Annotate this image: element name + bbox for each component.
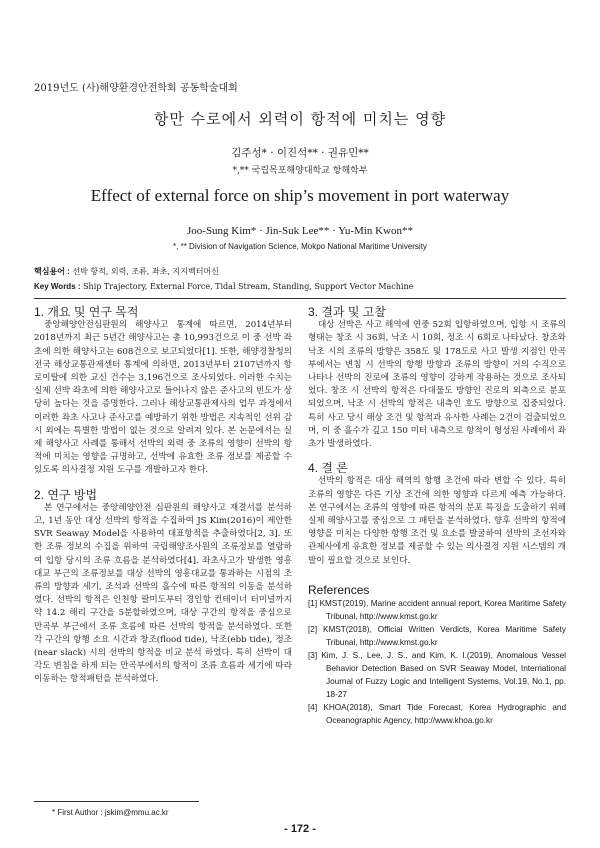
english-title: Effect of external force on ship’s movement in port waterway: [90, 186, 510, 205]
conclusion-body: 선박의 항적은 대상 해역의 항행 조건에 따라 변할 수 있다. 특히 조류의 영향은 다른 기상 조건에 의한 영향과 다르게 예측 가능하다. 본 연구에서는 조류의 영향에 따른 항적의 분포 특징을 도출하기 위해 실제 해양사고를 중심으로 그 패턴을 분석하였다. 향후 선박의 항적에 영향을 미치는 다양한 항행 조건 및 요소를 발굴하여 선박의 조선자와 관제사에게 유효한 정보를 제공할 수 있는 의사결정 지원 시스템의 개발이 필요할 것으로 보인다.: [308, 476, 566, 566]
results-heading: 3. 결과 및 고찰: [308, 305, 386, 319]
method-body: 본 연구에서는 중앙해양안전 심판원의 해양사고 재결서를 분석하고, 1년 동안 대상 선박의 항적을 수집하여 JS Kim(2016)이 제안한 SVR Seaway Model을 사용하여 대표항적을 추출하였다[2, 3]. 또한 조류 정보의 수집을 위하여 국립해양조사원의 조류정보를 열람하여 입항 당시의 조류 흐름을 분석하였다[4]. 좌초사고가 발생한 영흥대교 부근의 조류정보를 대상 선박의 영흥대교를 통과하는 시점의 조류의 방향과 세기, 조석과 선박의 흘수에 따른 항적의 이동을 분석하였다. 선박의 항적은 인천항 팔미도부터 경인항 컨테이너 터미널까지 약 14.2 해리 구간을 5분할하였으며, 대상 구간의 항적을 중심으로 만곡부 부근에서 조류 흐름에 따른 선박의 항적을 분석하였다. 또한 각 구간의 항행 소요 시간과 창조(flood tide), 낙조(ebb tide), 정조(near slack) 시의 선박의 항적을 비교 분석 하였다. 특히 선박이 대각도 변침을 하게 되는 만곡부에서의 항적이 조류 흐름과 세기에 따라 이동하는 항적패턴을 분석하였다.: [34, 502, 292, 685]
results-body: 대상 선박은 사고 해역에 연중 52회 입항하였으며, 입항 시 조류의 형태는 창조 시 36회, 낙조 시 10회, 정조 시 6회로 나타났다. 창조와 낙조 시의 조류의 방향은 358도 및 178도로 사고 발생 지점인 만곡부에서는 변침 시 선박의 항행 방향과 조류의 방향이 거의 수직으로 나타나 선박의 진로에 조류의 영향이 강하게 작용하는 것으로 조사되었다. 창조 시 선박의 항적은 다대물도 방향인 진로의 외측으로 분포되었으며, 낙조 시 선박의 항적은 내측인 호도 방향으로 집중되었다. 특히 사고 당시 해상 조건 및 항적과 유사한 사례는 2건이 검출되었으며, 이 중 흘수가 깊고 150 미터 내측으로 항적이 형성된 사례에서 좌초가 발생하였다.: [308, 320, 566, 450]
english-keywords: [34, 282, 413, 291]
references-heading: References: [308, 582, 370, 597]
reference-item: [4] KHOA(2018), Smart Tide Forecast, Korea Hydrographic and Oceanographic Agency, http://www.khoa.go.kr: [308, 703, 566, 726]
right-column: [308, 306, 566, 727]
left-column: [34, 306, 292, 687]
page-number: - 172 -: [284, 823, 316, 835]
korean-keywords-text: 선박 항적, 외력, 조류, 좌초, 지지벡터머신: [72, 267, 219, 276]
reference-item: [3] Kim, J. S., Lee, J. S., and Kim, K. I.(2019), Anomalous Vessel Behavior Detection Based on SVR Seaway Model, International Journal of Fuzzy Logic and Intelligent Systems, Vol.19, No.1, pp. 18-27: [308, 651, 566, 700]
english-authors: Joo-Sung Kim* · Jin-Suk Lee** · Yu-Min Kwon**: [187, 225, 413, 237]
english-keywords-text: Ship Trajectory, External Force, Tidal Stream, Standing, Support Vector Machine: [83, 282, 414, 291]
korean-authors: 김주성* · 이진석** · 권유민**: [231, 147, 369, 159]
korean-affiliation: *,** 국립목포해양대학교 항해학부: [232, 166, 368, 176]
intro-body: 중앙해양안전심판원의 해양사고 통계에 따르면, 2014년부터 2018년까지 최근 5년간 해양사고는 총 10,993건으로 이 중 선박 좌초에 의한 해양사고는 608건으로 보고되었다[1]. 또한, 해양경찰청의 전국 해상교통관제센터 통계에 의하면, 2013년부터 2107년까지 항로이탈에 의한 교신 건수는 3,196건으로 조사되었다. 이러한 수치는 실제 선박 좌초에 의한 해양사고로 들어나지 않은 준사고의 빈도가 상당히 높다는 것을 증명한다. 그러나 해상교통관제사의 업무 과정에서 이러한 좌초 사고나 준사고를 예방하기 위한 방법은 지속적인 선위 감시 외에는 특별한 방법이 없는 것으로 알려져 있다. 본 논문에서는 실제 해양사고 사례를 통해서 선박의 외력 중 조류의 영향이 선박의 항적에 미치는 영향을 규명하고, 선박에 유효한 조류 정보를 제공할 수 있도록 의사결정 지원 도구를 개발하고자 한다.: [34, 320, 292, 476]
english-keywords-label: Key Words :: [34, 282, 81, 291]
korean-keywords: [34, 266, 219, 277]
intro-heading: 1. 개요 및 연구 목적: [34, 305, 139, 319]
conclusion-heading: 4. 결 론: [308, 461, 348, 476]
footnote-divider: [34, 801, 199, 802]
korean-keywords-label: 핵심용어 :: [34, 267, 70, 276]
method-heading: 2. 연구 방법: [34, 487, 98, 502]
reference-item: [1] KMST(2019), Marine accident annual report, Korea Maritime Safety Tribunal, http://www.kmst.go.kr: [308, 599, 566, 622]
korean-title: 항만 수로에서 외력이 항적에 미치는 영향: [153, 110, 447, 128]
conference-name: 2019년도 (사)해양환경안전학회 공동학술대회: [34, 83, 238, 94]
english-affiliation: *, ** Division of Navigation Science, Mokpo National Maritime University: [173, 242, 427, 251]
reference-item: [2] KMST(2018), Official Written Verdicts, Korea Maritime Safety Tribunal, http://www.kmst.go.kr: [308, 625, 566, 648]
footnote: * First Author : jskim@mmu.ac.kr: [52, 808, 169, 817]
keywords-divider: [34, 298, 566, 299]
